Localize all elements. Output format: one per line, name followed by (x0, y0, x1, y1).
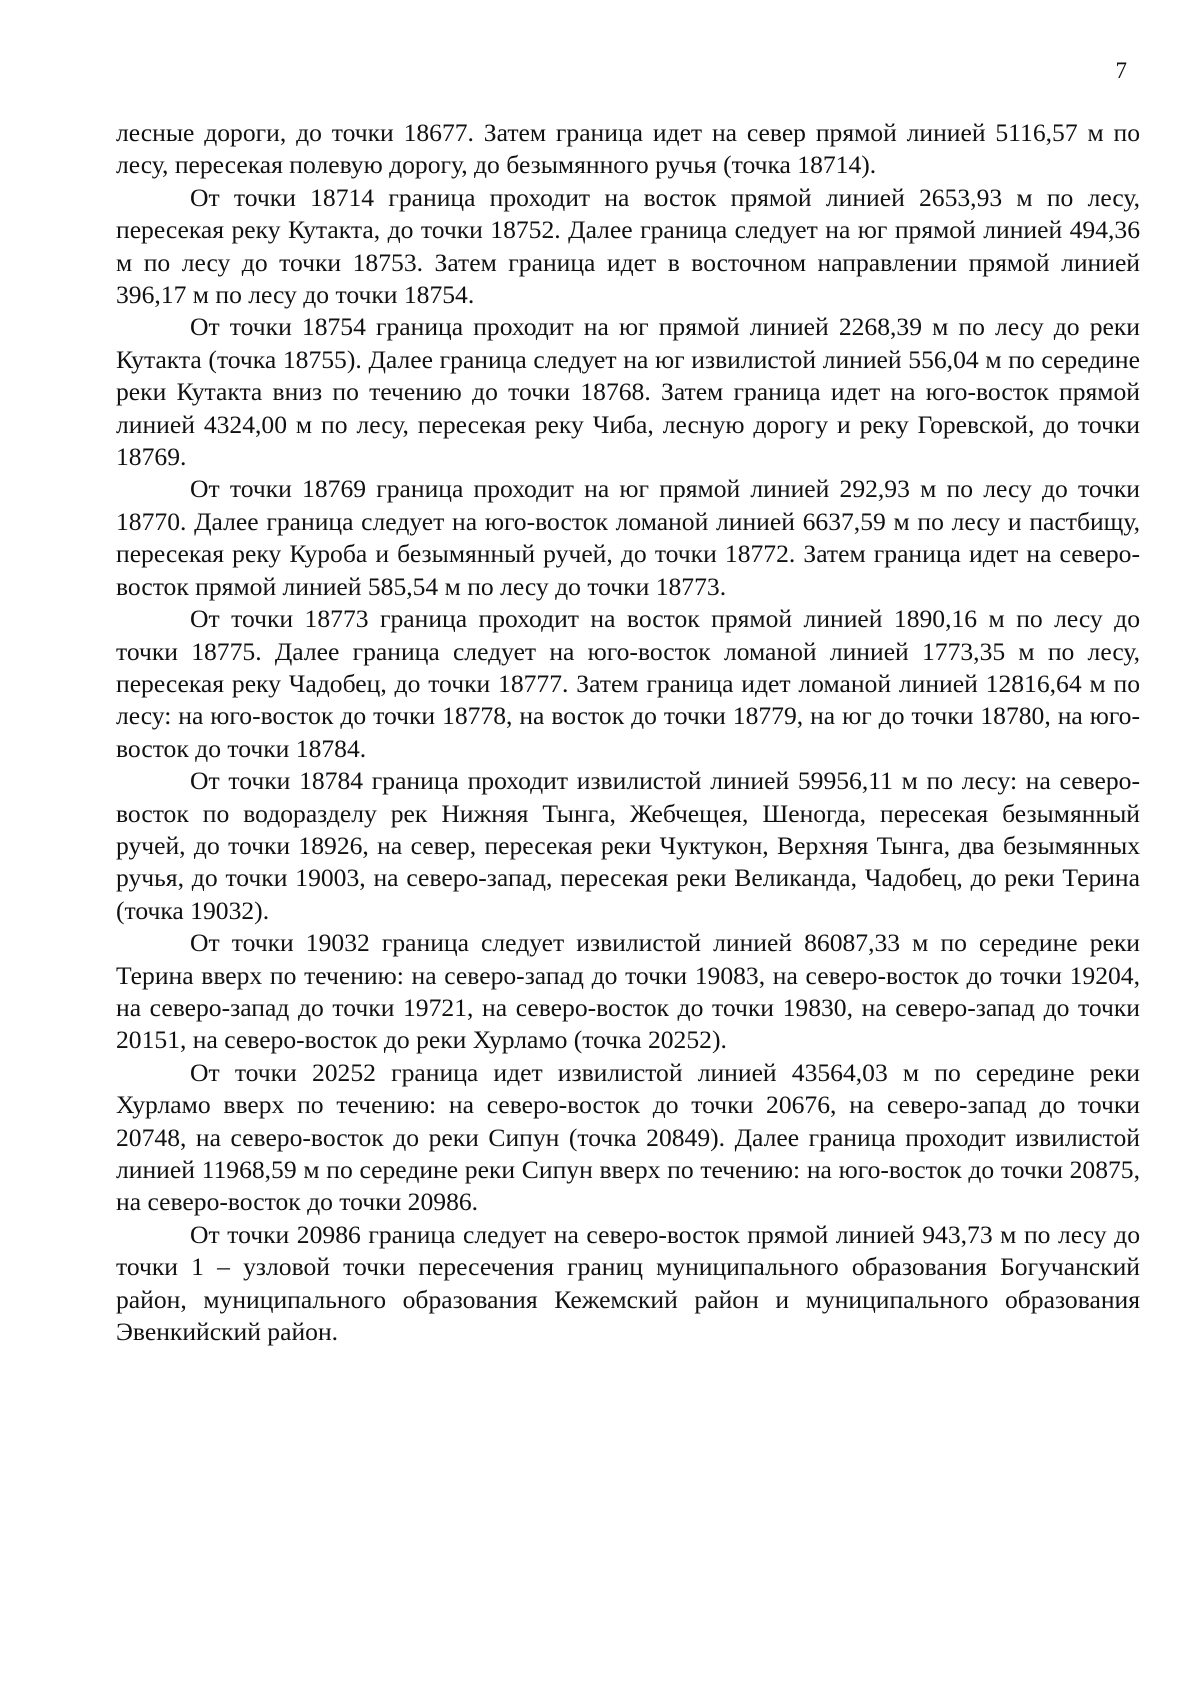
paragraph: От точки 18754 граница проходит на юг прямой линией 2268,39 м по лесу до реки Кутакта (точка 18755). Далее граница следует на юг извилистой линией 556,04 м по середине реки Кутакта вниз по течению до точки 18768. Затем граница идет на юго-восток прямой линией 4324,00 м по лесу, пересекая реку Чиба, лесную дорогу и реку Горевской, до точки 18769. (116, 312, 1140, 472)
paragraph: От точки 20252 граница идет извилистой линией 43564,03 м по середине реки Хурламо вверх по течению: на северо-восток до точки 20676, на северо-запад до точки 20748, на северо-восток до реки Сипун (точка 20849). Далее граница проходит извилистой линией 11968,59 м по середине реки Сипун вверх по течению: на юго-восток до точки 20875, на северо-восток до точки 20986. (116, 1057, 1140, 1217)
paragraph: От точки 18714 граница проходит на восток прямой линией 2653,93 м по лесу, пересекая реку Кутакта, до точки 18752. Далее граница следует на юг прямой линией 494,36 м по лесу до точки 18753. Затем граница идет в восточном направлении прямой линией 396,17 м по лесу до точки 18754. (116, 182, 1140, 310)
paragraph-continuation: лесные дороги, до точки 18677. Затем граница идет на север прямой линией 5116,57 м по лесу, пересекая полевую дорогу, до безымянного ручья (точка 18714). (116, 118, 1140, 180)
paragraph: От точки 18773 граница проходит на восток прямой линией 1890,16 м по лесу до точки 18775. Далее граница следует на юго-восток ломаной линией 1773,35 м по лесу, пересекая реку Чадобец, до точки 18777. Затем граница идет ломаной линией 12816,64 м по лесу: на юго-восток до точки 18778, на восток до точки 18779, на юг до точки 18780, на юго-восток до точки 18784. (116, 604, 1140, 763)
paragraph: От точки 18784 граница проходит извилистой линией 59956,11 м по лесу: на северо-восток по водоразделу рек Нижняя Тынга, Жебчещея, Шеногда, пересекая безымянный ручей, до точки 18926, на север, пересекая реки Чуктукон, Верхняя Тынга, два безымянных ручья, до точки 19003, на северо-запад, пересекая реки Великанда, Чадобец, до реки Терина (точка 19032). (116, 766, 1140, 925)
document-body (116, 117, 1140, 1348)
paragraph: От точки 20986 граница следует на северо-восток прямой линией 943,73 м по лесу до точки 1 – узловой точки пересечения границ муниципального образования Богучанский район, муниципального образования Кежемский район и муниципального образования Эвенкийский район. (116, 1219, 1140, 1347)
paragraph: От точки 19032 граница следует извилистой линией 86087,33 м по середине реки Терина вверх по течению: на северо-запад до точки 19083, на северо-восток до точки 19204, на северо-запад до точки 19721, на северо-восток до точки 19830, на северо-запад до точки 20151, на северо-восток до реки Хурламо (точка 20252). (116, 928, 1140, 1055)
paragraph: От точки 18769 граница проходит на юг прямой линией 292,93 м по лесу до точки 18770. Далее граница следует на юго-восток ломаной линией 6637,59 м по лесу и пастбищу, пересекая реку Куроба и безымянный ручей, до точки 18772. Затем граница идет на северо-восток прямой линией 585,54 м по лесу до точки 18773. (116, 474, 1140, 601)
page-number: 7 (1115, 58, 1127, 83)
